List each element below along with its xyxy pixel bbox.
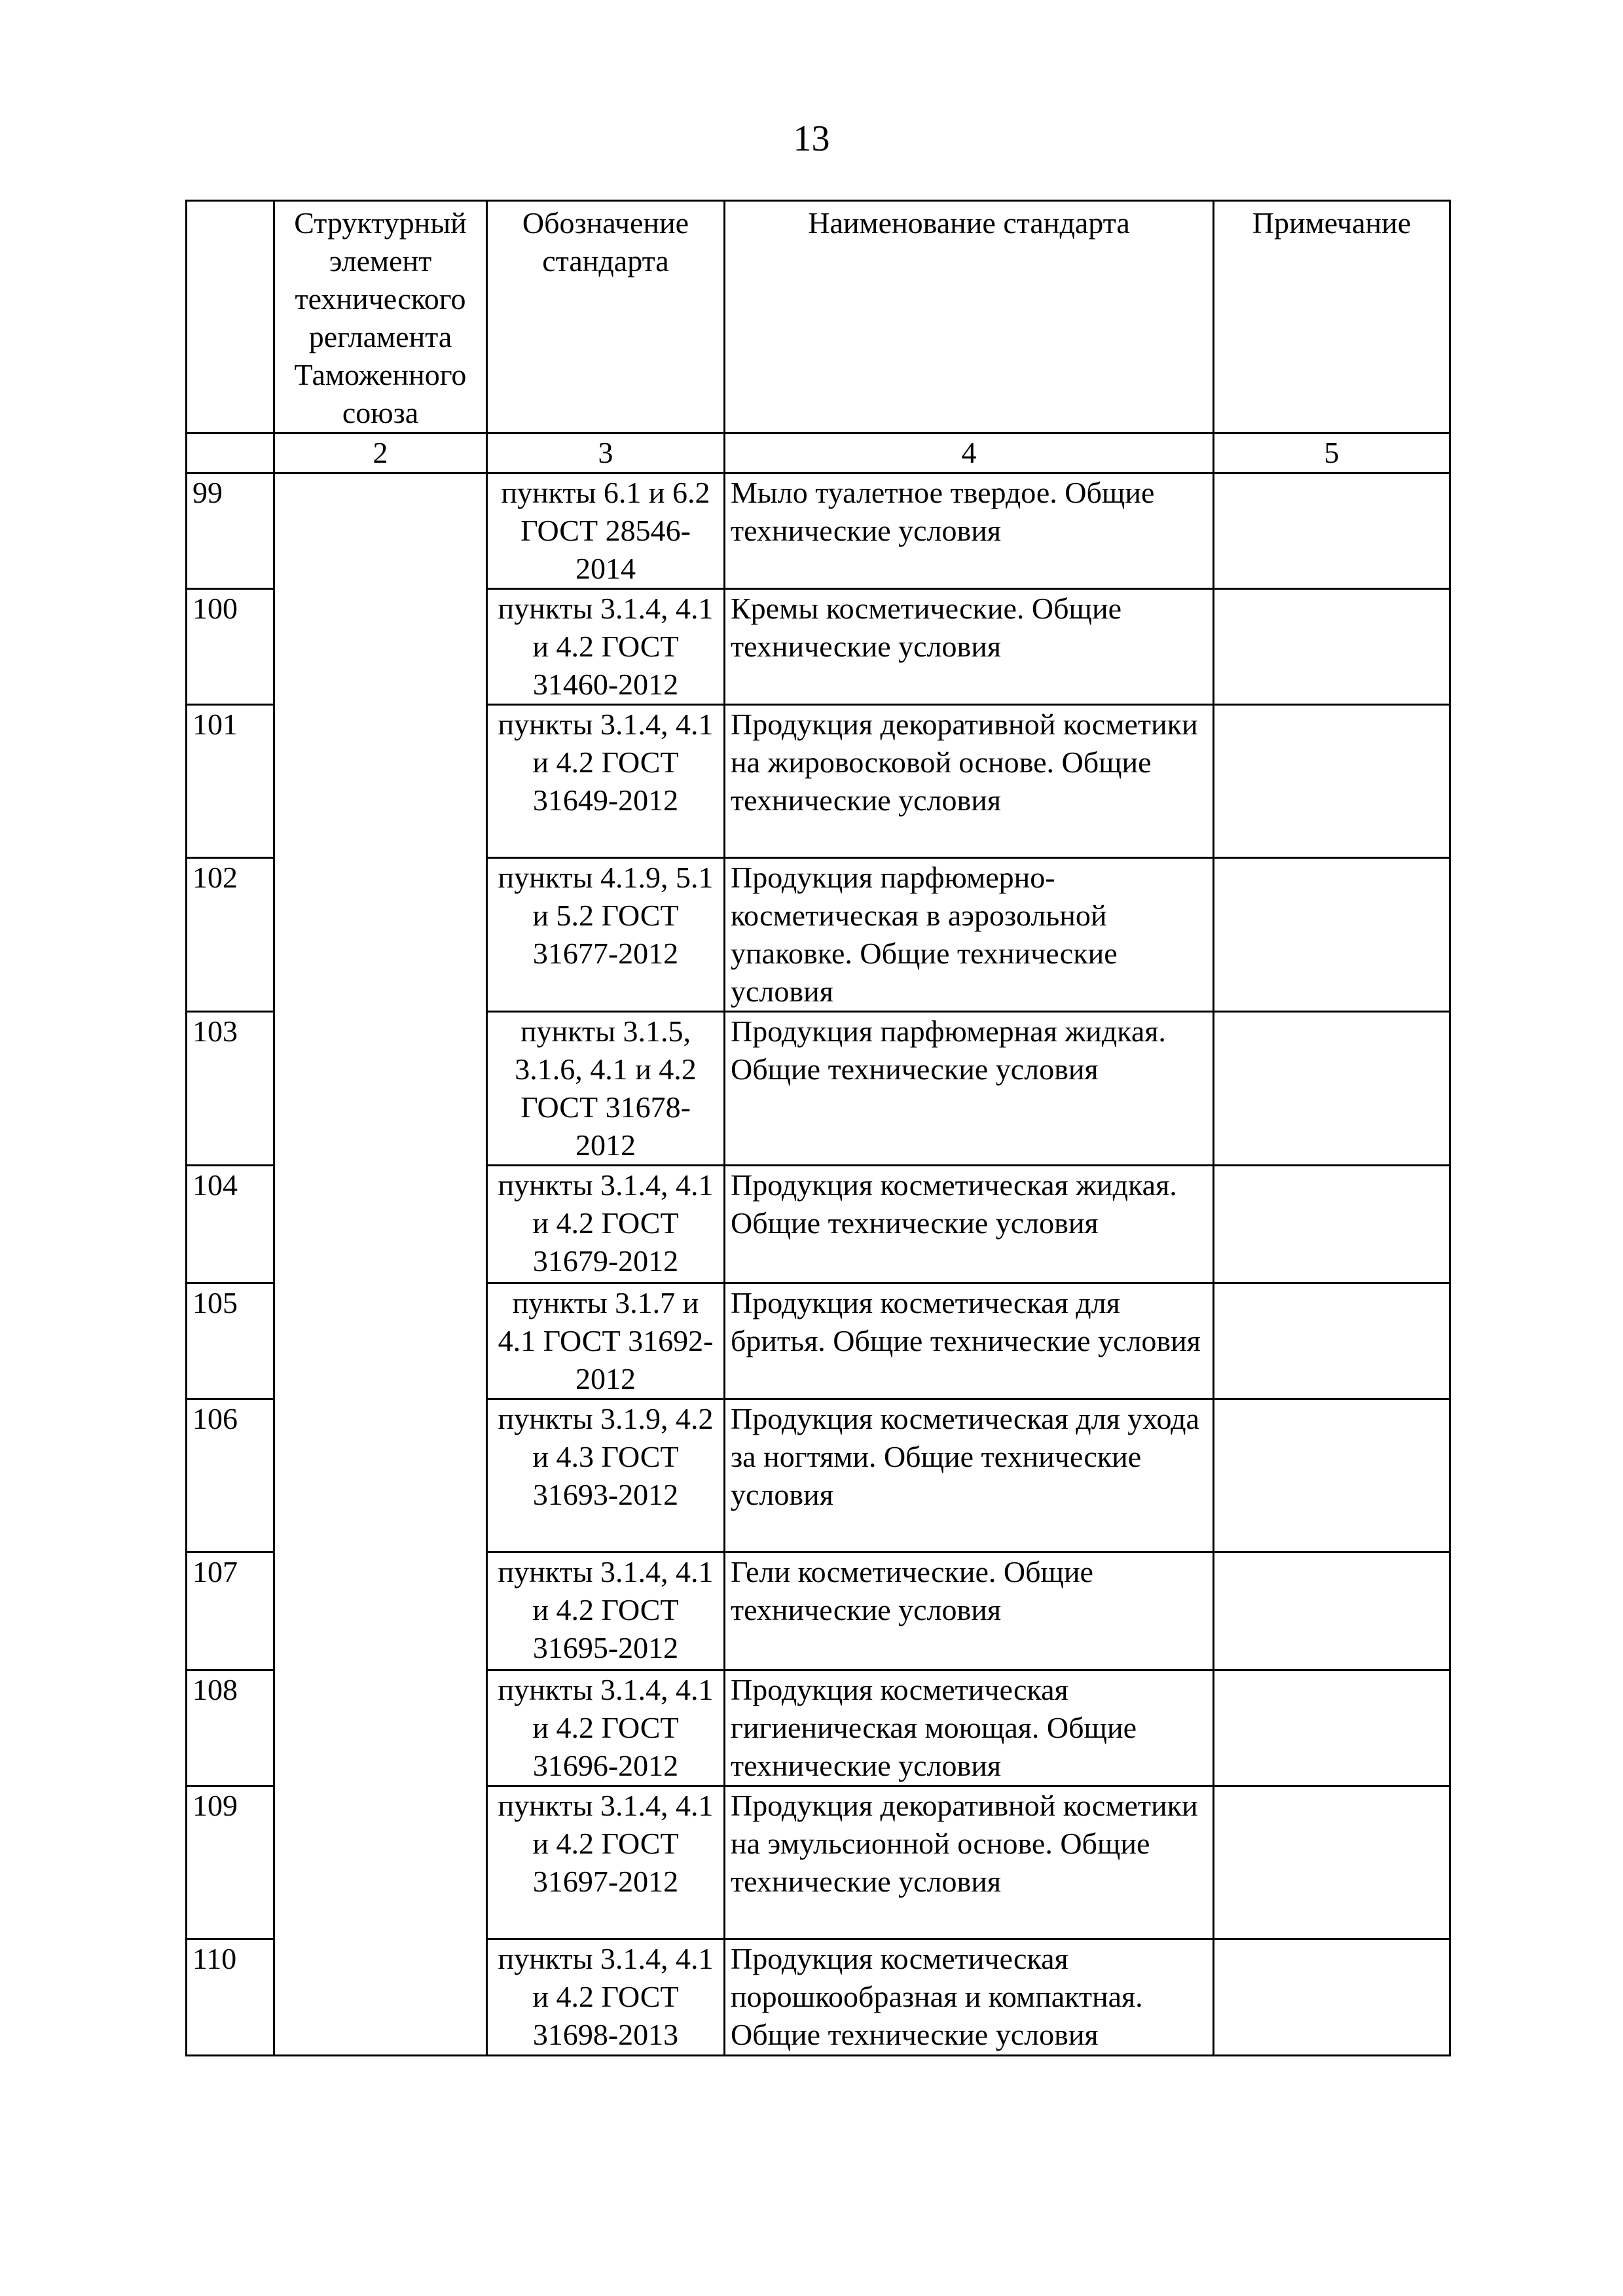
header-index — [187, 201, 274, 433]
column-number: 4 — [725, 433, 1214, 473]
note-cell — [1214, 858, 1450, 1012]
standard-designation: пункты 3.1.4, 4.1 и 4.2 ГОСТ 31460-2012 — [487, 589, 725, 705]
standards-table — [185, 200, 1451, 2056]
standard-name: Продукция парфюмерно-косметическая в аэрозольной упаковке. Общие технические условия — [725, 858, 1214, 1012]
row-number: 109 — [187, 1786, 274, 1939]
header-standard-designation: Обозначение стандарта — [487, 201, 725, 433]
standard-name: Гели косметические. Общие технические условия — [725, 1552, 1214, 1670]
standard-name: Кремы косметические. Общие технические условия — [725, 589, 1214, 705]
note-cell — [1214, 1283, 1450, 1399]
header-structural-element: Структурный элемент технического регламента Таможенного союза — [274, 201, 487, 433]
note-cell — [1214, 705, 1450, 858]
standard-designation: пункты 3.1.4, 4.1 и 4.2 ГОСТ 31696-2012 — [487, 1670, 725, 1786]
column-number — [187, 433, 274, 473]
row-number: 108 — [187, 1670, 274, 1786]
note-cell — [1214, 473, 1450, 589]
column-number: 2 — [274, 433, 487, 473]
note-cell — [1214, 1786, 1450, 1939]
note-cell — [1214, 1939, 1450, 2056]
standard-designation: пункты 4.1.9, 5.1 и 5.2 ГОСТ 31677-2012 — [487, 858, 725, 1012]
note-cell — [1214, 1166, 1450, 1283]
header-note: Примечание — [1214, 201, 1450, 433]
row-number: 107 — [187, 1552, 274, 1670]
row-number: 100 — [187, 589, 274, 705]
header-row — [187, 201, 1450, 433]
note-cell — [1214, 1399, 1450, 1552]
column-number-row — [187, 433, 1450, 473]
row-number: 106 — [187, 1399, 274, 1552]
row-number: 104 — [187, 1166, 274, 1283]
row-number: 101 — [187, 705, 274, 858]
row-number: 99 — [187, 473, 274, 589]
standard-name: Продукция декоративной косметики на эмульсионной основе. Общие технические условия — [725, 1786, 1214, 1939]
standard-name: Продукция косметическая жидкая. Общие технические условия — [725, 1166, 1214, 1283]
table-row — [187, 473, 1450, 589]
standard-name: Продукция парфюмерная жидкая. Общие технические условия — [725, 1012, 1214, 1166]
standard-name: Продукция декоративной косметики на жировосковой основе. Общие технические условия — [725, 705, 1214, 858]
standard-designation: пункты 3.1.4, 4.1 и 4.2 ГОСТ 31679-2012 — [487, 1166, 725, 1283]
standard-designation: пункты 3.1.4, 4.1 и 4.2 ГОСТ 31695-2012 — [487, 1552, 725, 1670]
row-number: 110 — [187, 1939, 274, 2056]
standard-designation: пункты 3.1.5, 3.1.6, 4.1 и 4.2 ГОСТ 31678-2012 — [487, 1012, 725, 1166]
standard-designation: пункты 3.1.4, 4.1 и 4.2 ГОСТ 31698-2013 — [487, 1939, 725, 2056]
standard-name: Продукция косметическая порошкообразная и компактная. Общие технические условия — [725, 1939, 1214, 2056]
standard-designation: пункты 3.1.7 и 4.1 ГОСТ 31692-2012 — [487, 1283, 725, 1399]
structural-element-cell — [274, 473, 487, 2056]
standard-name: Продукция косметическая для бритья. Общие технические условия — [725, 1283, 1214, 1399]
column-number: 5 — [1214, 433, 1450, 473]
standard-designation: пункты 3.1.9, 4.2 и 4.3 ГОСТ 31693-2012 — [487, 1399, 725, 1552]
row-number: 102 — [187, 858, 274, 1012]
column-number: 3 — [487, 433, 725, 473]
standard-designation: пункты 6.1 и 6.2 ГОСТ 28546-2014 — [487, 473, 725, 589]
header-standard-name: Наименование стандарта — [725, 201, 1214, 433]
row-number: 103 — [187, 1012, 274, 1166]
standard-designation: пункты 3.1.4, 4.1 и 4.2 ГОСТ 31649-2012 — [487, 705, 725, 858]
note-cell — [1214, 1012, 1450, 1166]
row-number: 105 — [187, 1283, 274, 1399]
standard-name: Продукция косметическая гигиеническая моющая. Общие технические условия — [725, 1670, 1214, 1786]
note-cell — [1214, 589, 1450, 705]
standard-name: Мыло туалетное твердое. Общие технические условия — [725, 473, 1214, 589]
page-number: 13 — [793, 118, 830, 159]
standard-designation: пункты 3.1.4, 4.1 и 4.2 ГОСТ 31697-2012 — [487, 1786, 725, 1939]
standard-name: Продукция косметическая для ухода за ногтями. Общие технические условия — [725, 1399, 1214, 1552]
note-cell — [1214, 1670, 1450, 1786]
table-body — [187, 473, 1450, 2056]
note-cell — [1214, 1552, 1450, 1670]
